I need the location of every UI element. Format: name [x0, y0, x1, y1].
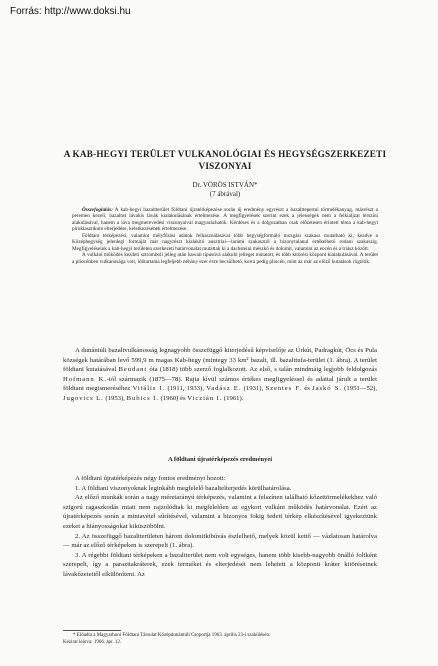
- section-heading: A földtani újratérképezés eredményei: [167, 456, 273, 463]
- intro-paragraph: [63, 346, 377, 404]
- abstract-paragraph: A vulkáni működés kezdeti sztrombolí jelleg után hawaii típusúvá alakuló jelleget mutatott, és több kitörési központ kialakulásával. A terület a pliocénben vulkanosága volt, időtartama legfeljebb néhány ezer évre becsülhető, korra pedig pliocén, mint az már az előző kutatások rögzítik.: [72, 252, 378, 265]
- author-name: Dr. VÖRÖS ISTVÁN*: [192, 181, 258, 189]
- author-ref: Viczián I.: [187, 394, 223, 402]
- results-paragraph: Az előző munkák során a nagy méretarányú térképezés, valamint a felszínen található kőzettörmelékekhez való szigorú ragaszkodás miatt nem rajzolódtak ki megfelelően az egykori vulkáni működés határvonalai. Ezért az újratérképezés során a mintavétel sűrítésével, valamint a bizonyos fokig fedett térkép elkészítésével igyekeztünk ezeket a hiányosságokat kiküszöbölni.: [63, 494, 377, 530]
- results-paragraph: 1. A földtani viszonyoknak leginkább megfelelő bazaltelterjedés körülhatárolása.: [75, 484, 292, 492]
- text-run: (1960) és: [160, 394, 186, 402]
- footnote-divider: [63, 630, 121, 631]
- results-paragraph: A földtani újratérképezés négy fontos eredményt hozott:: [75, 475, 226, 482]
- abstract: [72, 207, 378, 265]
- article-title: A KAB-HEGYI TERÜLET VULKANOLÓGIAI ÉS HEGYSÉGSZERKEZETI VISZONYAI: [63, 149, 387, 171]
- author-ref: Szentes F.: [265, 385, 303, 393]
- text-run: A dunántúli bazaltvulkánosság legnagyobb összefüggő kiterjedésű képviselője az Úrkút, Padragkút, Öcs és Pula községek határában levő 599,9 m magas Kab-hegy (mintegy 33 km² bazalt, ill. bazalttufa-terület (1. ábra). A terület földtani kutatásával: [63, 347, 377, 374]
- text-run: (1931),: [243, 385, 264, 393]
- text-run: óta (1818) több szerző foglalkozott. Az első, s talán mindmáig legjobb feldolgozás: [149, 366, 378, 374]
- text-run: (1951—52),: [344, 385, 378, 393]
- text-run: (1953),: [105, 394, 125, 402]
- text-run: és: [304, 385, 310, 393]
- abstract-paragraph: [72, 207, 378, 233]
- author-ref: Jugovics L.: [63, 394, 104, 402]
- footnote: [63, 633, 377, 647]
- author-ref: Vitális I.: [132, 385, 166, 393]
- author-ref: Beudant: [118, 366, 148, 374]
- results-paragraph: 3. A régebbi földtani térképeken a bazaltterület nem volt egységes, hanem több kisebb-nagyobb önálló foltként szerepelt, így a parazitakráterek, ezek terméket és elterjedését nem lehetett a központi kráter kitöréseinek lávakőzeteitől elkülöníteni. Az: [63, 551, 377, 578]
- abstract-paragraph: Földtani térképezési, valamint mélyfúrási adatok felhasználásával több hegységformáló mozgási szakasz mutatható ki, kezdve a Középhegység jelenlegi formáját már nagyrészt kialakító ausztriai—larámi szakasztól a bizonytalanul értékelhető rodani szakaszig. Megfigyeléseink a kab-hegyi területen szerkezeti határvonalat mutattak ki a dachsteini mészkő és dolomit, valamint az eocén és a triász között.: [72, 232, 378, 252]
- results-text: [63, 474, 377, 580]
- abstract-label: Összefoglalás:: [82, 207, 113, 213]
- text-run: (1911, 1933),: [167, 385, 205, 393]
- results-paragraph: 2. Az összefüggő bazaltterületen három dolomitkibúvás észlelhető, melyek közül kettő — vázlatosan határolva — már az előző térképeken is szerepelt (1. ábra).: [63, 532, 377, 550]
- received-date: Kézirat leárva: 1966. ápr. 12.: [63, 639, 122, 645]
- author-ref: Bubics I.: [126, 394, 159, 402]
- footnote-text: * Előadta a Magyarhoni Földtani Társulat Középdunántúli Csoportja 1963. április 23-i szakülésén.: [73, 633, 271, 638]
- abstract-text-1: A kab-hegyi bazaltterület földtani újratérképezése során új eredmény egyrészt a bazalttepermi törmelékanyag, másrészt a peremen kezeli, bazaltos lávakis lávák kialakulásának értelmezése. A megfigyelések szerint ezek a jelenségek nem a felkialjzat térszíni alakulásával, hanem a láva megmerevedési viszonyaival magyarázhatók. Kérdéses és a dolgozatban csak előzetesen érintett téma a kab-hegyi piroklasztikum elterjedése, keletkezésének értelmezése.: [72, 207, 378, 233]
- source-url: Forrás: http://www.doksi.hu: [10, 6, 131, 17]
- text-run: (1961).: [223, 394, 244, 402]
- figure-count: (7 ábrával): [209, 190, 241, 198]
- text-run: -tól származik (1875—78). Rajta kívül számos értékes megfigyeléssel és adattal járult a terület földtani megismeréséhez: [63, 375, 377, 393]
- intro-text: [63, 346, 377, 404]
- author-block: [40, 181, 410, 199]
- author-ref: Vadász E.: [206, 385, 242, 393]
- author-ref: Hofmann K.: [63, 375, 107, 383]
- author-ref: Jaskó S.: [312, 385, 342, 393]
